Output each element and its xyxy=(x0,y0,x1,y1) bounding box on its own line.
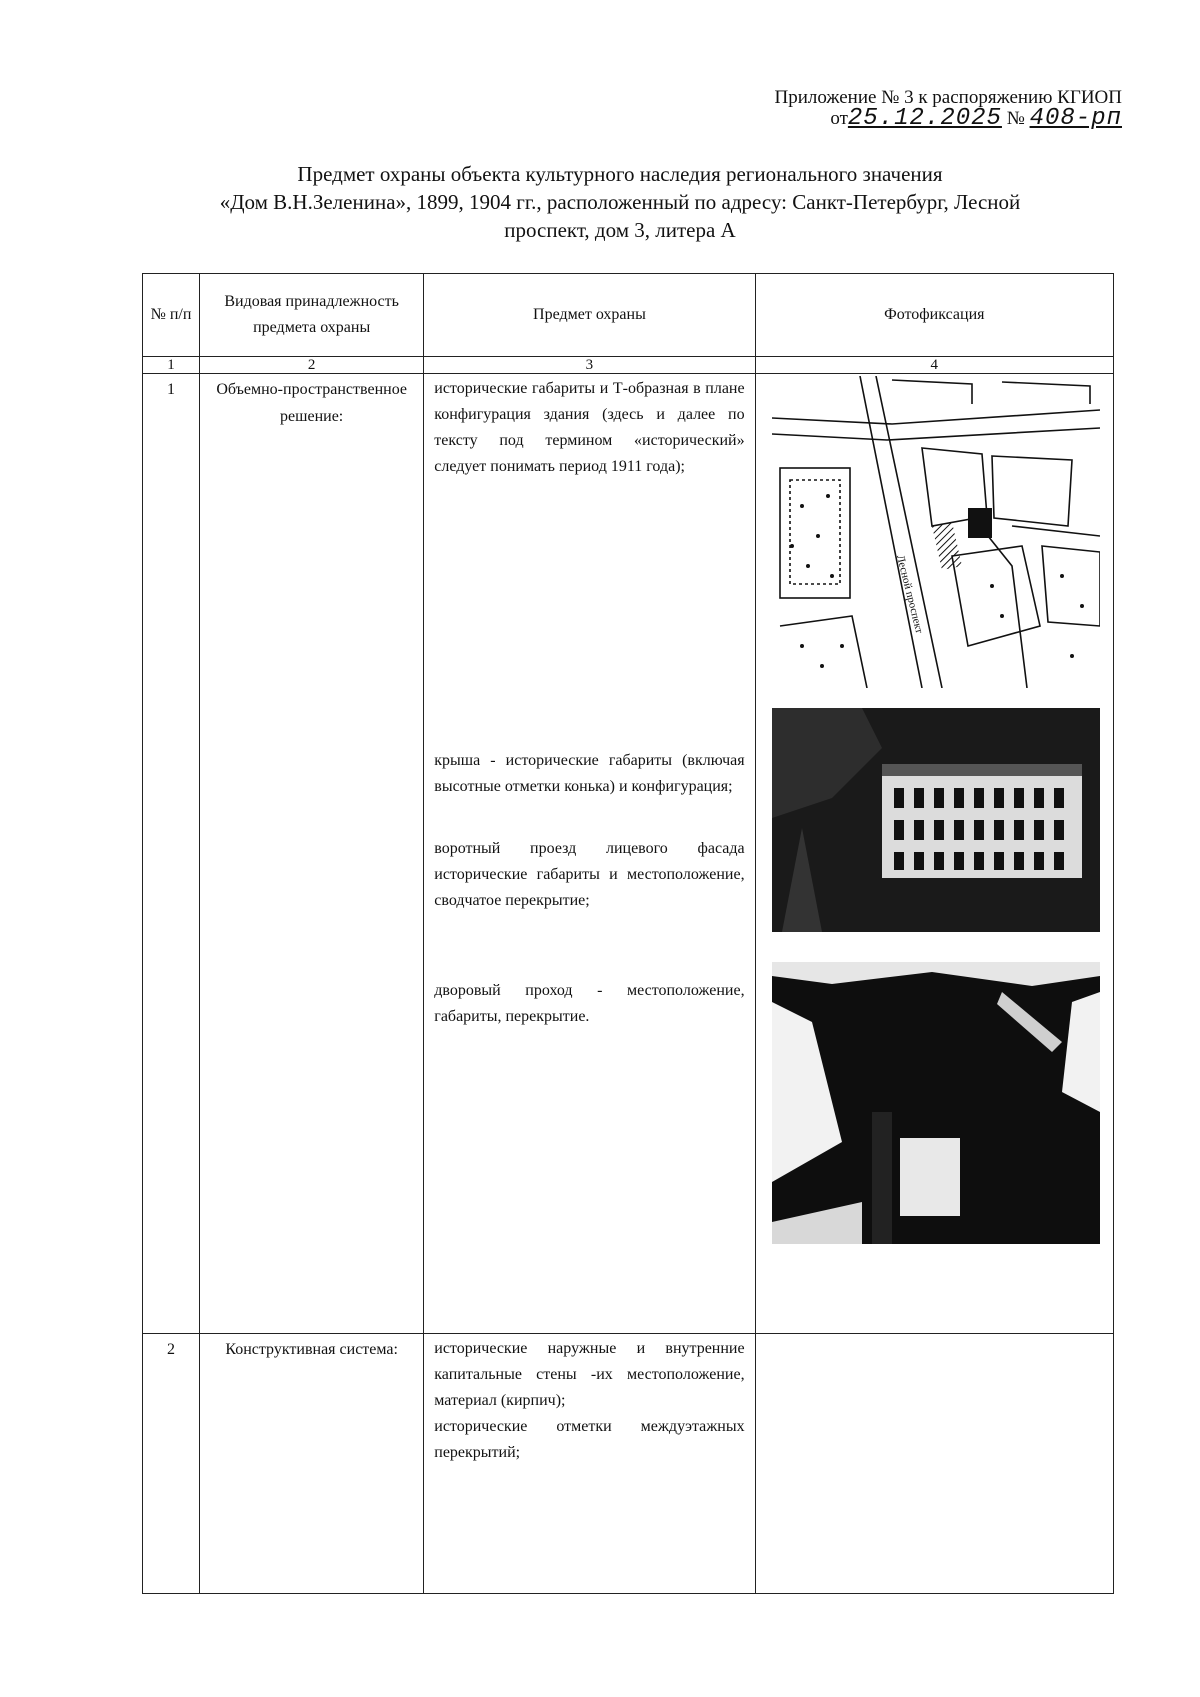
column-number: 3 xyxy=(424,357,755,374)
row-subject xyxy=(424,374,755,1334)
map-street-label: Лесной проспект xyxy=(893,553,925,635)
header-number: № п/п xyxy=(143,274,200,357)
row-type: Объемно-пространственное решение: xyxy=(200,374,424,1334)
column-number: 2 xyxy=(200,357,424,374)
order-date-number xyxy=(774,107,1122,130)
subject-item: исторические наружные и внутренние капитальные стены -их местоположение, материал (кирпич); xyxy=(434,1340,745,1409)
table-row xyxy=(143,374,1114,1334)
order-date: 25.12.2025 xyxy=(847,105,1002,132)
attachment-line: Приложение № 3 к распоряжению КГИОП xyxy=(774,87,1122,108)
number-prefix: № xyxy=(1006,108,1025,129)
row-subject xyxy=(424,1334,755,1594)
row-photos xyxy=(755,374,1113,1334)
subject-item: воротный проезд лицевого фасада исторические габариты и местоположение, сводчатое перекрытие; xyxy=(434,840,745,909)
subject-item: дворовый проход - местоположение, габариты, перекрытие. xyxy=(434,982,745,1025)
column-number: 1 xyxy=(143,357,200,374)
row-photos-empty xyxy=(755,1334,1113,1594)
column-number-row xyxy=(143,357,1114,374)
order-number: 408-рп xyxy=(1029,105,1122,132)
title-line-2: «Дом В.Н.Зеленина», 1899, 1904 гг., расположенный по адресу: Санкт-Петербург, Лесной xyxy=(219,190,1021,214)
protection-subject-table xyxy=(142,273,1114,1594)
row-type: Конструктивная система: xyxy=(200,1334,424,1594)
column-number: 4 xyxy=(755,357,1113,374)
title-line-1: Предмет охраны объекта культурного наследия регионального значения xyxy=(297,162,943,186)
subject-item: исторические отметки междуэтажных перекрытий; xyxy=(434,1418,745,1461)
passage-photo xyxy=(772,962,1100,1244)
title-line-3: проспект, дом 3, литера А xyxy=(504,218,736,242)
attachment-reference xyxy=(774,86,1122,130)
subject-item: крыша - исторические габариты (включая высотные отметки конька) и конфигурация; xyxy=(434,752,745,795)
header-subject: Предмет охраны xyxy=(424,274,755,357)
subject-item: исторические габариты и Т-образная в плане конфигурация здания (здесь и далее по тексту под термином «исторический» следует понимать период 1911 года); xyxy=(434,380,745,475)
row-number: 2 xyxy=(143,1334,200,1594)
table-header-row xyxy=(143,274,1114,357)
header-type: Видовая принадлежность предмета охраны xyxy=(200,274,424,357)
table-row xyxy=(143,1334,1114,1594)
row-number: 1 xyxy=(143,374,200,1334)
site-plan-map xyxy=(772,376,1100,688)
facade-photo xyxy=(772,708,1100,932)
document-title xyxy=(140,160,1100,244)
header-photo: Фотофиксация xyxy=(755,274,1113,357)
date-prefix: от xyxy=(830,108,848,129)
